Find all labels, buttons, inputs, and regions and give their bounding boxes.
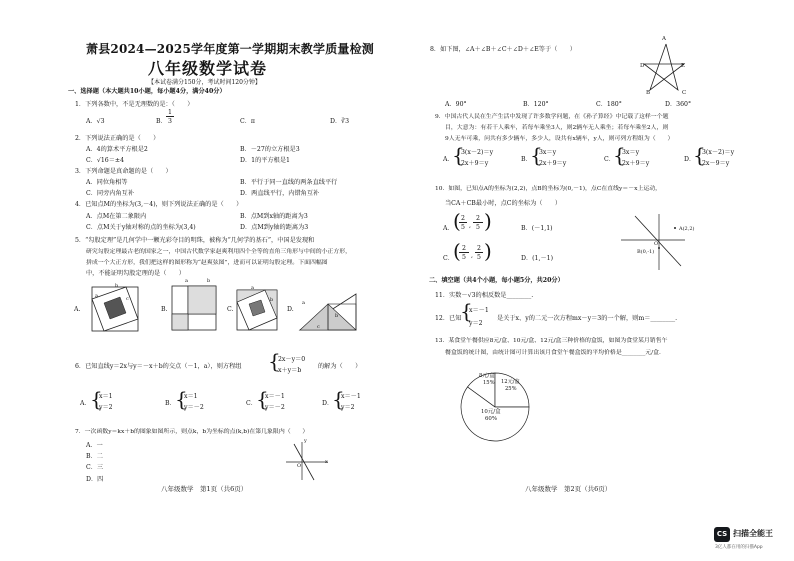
q4-option-b: B．点M到x轴的距离为3 — [240, 213, 308, 220]
q10-option-a-comma: , — [469, 222, 471, 229]
q6-system-brace: { — [268, 349, 281, 373]
q10-option-a-y-num: 2 — [473, 215, 483, 223]
q1-option-b-numerator: 1 — [166, 109, 174, 117]
exam-note: 【本试卷满分150分，考试时间120分钟】 — [148, 79, 261, 86]
exam-title: 萧县2024—2025学年度第一学期期末教学质量检测 — [86, 42, 374, 56]
q1-stem: 1．下列各数中，不是无理数的是：（ ） — [75, 101, 194, 108]
q6-option-c-brace: { — [256, 387, 269, 411]
q5-line-3: 拼成一个大正方形，我们把这样的图形称为“赵爽弦图”，进而可以证明勾股定理。下面四幅图 — [86, 260, 328, 266]
q9-option-c-label: C． — [604, 156, 615, 163]
q9-line-3: 9人无车可乘，问共有多少辆车，多少人，设共有x辆车，y人，则可列方程组为（ ） — [445, 136, 674, 142]
q6-option-a-brace: { — [90, 387, 103, 411]
exam-subtitle: 八年级数学试卷 — [148, 59, 268, 78]
q11-stem: 11．实数－√3的相反数是________. — [435, 292, 534, 299]
q8-label-a: A — [662, 36, 666, 42]
q10-option-b: B．(－1,1) — [521, 225, 553, 232]
q10-option-c-paren-open: ( — [453, 239, 461, 263]
q8-star-figure — [640, 42, 700, 96]
q3-option-c: C．同旁内角互补 — [86, 190, 135, 197]
q5-option-b-label: B. — [161, 306, 168, 313]
q10-option-c-y-num: 2 — [475, 245, 483, 253]
q6-stem-b: 的解为（ ） — [318, 363, 362, 370]
q7-axis-x: x — [325, 459, 328, 465]
q5-fig-a-letter-c: c — [126, 296, 129, 302]
q10-option-a-y-den: 5 — [476, 224, 480, 231]
pie-label-10: 10元/盒 — [481, 409, 501, 415]
q9-option-d-brace: { — [693, 143, 706, 167]
q6-option-a-eq1: x＝1 — [99, 393, 113, 400]
q8-option-a: A．90° — [445, 101, 467, 108]
q6-option-d-eq2: y＝2 — [341, 404, 355, 411]
q10-option-a-paren-close: ) — [484, 209, 492, 233]
q12-stem-a: 12．已知 — [435, 315, 462, 322]
q8-option-c: C．180° — [596, 101, 622, 108]
q6-option-d-eq1: x＝－1 — [341, 393, 361, 400]
q6-option-a-eq2: y＝2 — [99, 404, 113, 411]
q9-option-a-eq1: 3(x－2)＝y — [461, 149, 494, 156]
q1-option-b-denominator: 3 — [168, 118, 172, 125]
pie-label-12: 12元/盒 — [501, 379, 520, 385]
pie-label-8: 8元/盒 — [479, 373, 495, 379]
pie-pct-8: 15% — [483, 380, 495, 386]
q4-option-a: A．点M在第二象限内 — [86, 213, 147, 220]
q9-option-c-brace: { — [613, 143, 626, 167]
q6-option-b-eq1: x＝1 — [184, 393, 198, 400]
q1-option-a: A．√3 — [86, 118, 105, 125]
watermark-name: 扫描全能王 — [733, 529, 773, 538]
q7-option-b: B．二 — [86, 453, 103, 460]
q7-option-c: C．三 — [86, 464, 104, 471]
q5-fig-b-letter-b: b — [207, 278, 211, 284]
q9-line-1: 9．中国古代人民在生产生活中发现了许多数学问题，在《孙子算经》中记载了这样一个题 — [435, 114, 669, 120]
q6-option-b-eq2: y＝－2 — [184, 404, 204, 411]
q10-option-c-x-den: 5 — [462, 254, 466, 261]
q9-option-c-eq1: 3x＝y — [622, 149, 640, 156]
q10-option-c-y-den: 5 — [477, 254, 481, 261]
q4-option-c: C．点M关于y轴对称的点的坐标为(3,4) — [86, 224, 196, 231]
q10-option-a-paren-open: ( — [453, 209, 461, 233]
section-1-heading: 一、选择题（本大题共10小题，每小题4分，满分40分） — [68, 88, 226, 95]
q3-stem: 3．下列命题是真命题的是（ ） — [75, 168, 172, 175]
q10-fig-label-a: A(2,2) — [679, 226, 695, 232]
q5-fig-c-letter-a: a — [251, 285, 254, 291]
q9-option-c-eq2: 2x＋9＝y — [622, 160, 650, 167]
right-footer: 八年级数学 第2页（共6页） — [525, 485, 612, 493]
q8-option-d: D．360° — [665, 101, 692, 108]
q9-option-a-brace: { — [452, 143, 465, 167]
q2-option-d: D．1的平方根是1 — [240, 157, 290, 164]
q6-option-c-label: C． — [246, 400, 257, 407]
q8-stem: 8．如下图，∠A＋∠B＋∠C＋∠D＋∠E等于（ ） — [430, 46, 576, 53]
q8-option-b: B．120° — [523, 101, 549, 108]
watermark-tagline: 3亿人都在用的扫描App — [715, 545, 763, 550]
q5-option-d-label: D. — [287, 306, 294, 313]
q9-line-2: 目，大意为：有若干人乘车，若每车乘坐3人，则2辆车无人乘坐；若每车乘坐2人，则 — [445, 125, 669, 131]
q7-origin: O — [297, 463, 302, 469]
q5-fig-a-letter-a: a — [95, 293, 98, 299]
q4-option-d: D．点M到y轴的距离为3 — [240, 224, 309, 231]
q5-fig-b-letter-a: a — [185, 278, 188, 284]
q5-option-a-label: A. — [74, 306, 81, 313]
q5-figure-c — [234, 284, 282, 334]
q6-option-d-brace: { — [332, 387, 345, 411]
q8-label-d: D — [640, 63, 645, 69]
q8-label-b: B — [646, 90, 651, 96]
q7-graph — [284, 440, 330, 482]
q9-option-a-eq2: 2x＋9＝y — [461, 160, 489, 167]
q1-option-b-label: B． — [156, 118, 167, 125]
q10-option-c-paren-close: ) — [484, 239, 492, 263]
pie-pct-10: 60% — [485, 416, 497, 422]
q9-option-d-label: D． — [684, 156, 696, 163]
q2-option-a: A．4的算术平方根是2 — [86, 146, 148, 153]
q5-figure-d — [298, 290, 362, 334]
q2-option-c: C．√16＝±4 — [86, 157, 125, 164]
q2-stem: 2．下列说法正确的是（ ） — [75, 135, 160, 142]
q9-option-d-eq1: 3(x－2)＝y — [702, 149, 735, 156]
q8-label-e: E — [681, 63, 686, 69]
q1-option-d: D．∛3 — [330, 118, 350, 125]
q5-line-2: 研究勾股定理最古老的国家之一，中国古代数学家赵爽利用四个全等的直角三角形与中间的小正方形， — [86, 249, 352, 255]
q10-stem-1: 10．如图，已知点A的坐标为(2,2)，点B的坐标为(0,－1)，点C在直线y＝－x上运动， — [435, 186, 661, 192]
q9-option-b-eq2: 2x＋9＝y — [539, 160, 567, 167]
q6-option-c-eq2: y＝－2 — [265, 404, 285, 411]
q10-option-c-label: C． — [443, 255, 454, 262]
q5-fig-d-letter-a: a — [302, 300, 305, 306]
q3-option-b: B．平行于同一直线的两条直线平行 — [240, 179, 338, 186]
q12-system-eq1: x＝－1 — [469, 307, 489, 314]
left-footer: 八年级数学 第1页（共6页） — [161, 485, 248, 493]
q5-fig-a-letter-b: b — [115, 283, 119, 289]
q1-option-c: C．π — [240, 118, 255, 125]
q5-line-1: 5．“勾股定理”是几何学中一颗光彩夺目的明珠，被称为“几何学的基石”，中国是发现和 — [75, 237, 315, 244]
q6-option-b-brace: { — [175, 387, 188, 411]
q3-option-d: D．两直线平行，内错角互补 — [240, 190, 320, 197]
q6-stem-a: 6．已知直线y＝2x与y＝－x＋b的交点（－1，a），则方程组 — [75, 363, 242, 370]
q10-stem-2: 当CA＋CB最小时，点C的坐标为（ ） — [445, 200, 562, 207]
q10-option-a-x-num: 2 — [459, 215, 467, 223]
q2-option-b: B．－27的立方根是3 — [240, 146, 300, 153]
q8-label-c: C — [682, 90, 687, 96]
q5-line-4: 中，不能证明勾股定理的是（ ） — [86, 270, 185, 277]
q5-option-c-label: C. — [227, 306, 234, 313]
q12-system-brace: { — [460, 299, 473, 323]
q6-option-b-label: B． — [165, 400, 176, 407]
right-page — [397, 0, 794, 561]
q6-option-c-eq1: x＝－1 — [265, 393, 285, 400]
q10-option-c-x-num: 2 — [459, 245, 469, 253]
q9-option-b-brace: { — [530, 143, 543, 167]
q7-stem: 7．一次函数y＝kx＋b的图象如图所示，则点k，b为坐标的点(k,b)在第几象限内（ ） — [75, 429, 309, 435]
q10-option-d: D．(1,－1) — [521, 255, 554, 262]
q9-option-a-label: A． — [443, 156, 454, 163]
q7-option-a: A．一 — [86, 442, 103, 449]
q9-option-d-eq2: 2x－9＝y — [702, 160, 730, 167]
q13-line-1: 13．某食堂午餐供应8元/盒、10元/盒、12元/盒三种价格的盒饭，如图为食堂某月销售午 — [435, 338, 668, 344]
q6-option-d-label: D． — [322, 400, 334, 407]
q13-line-2: 餐盒饭的统计图，由统计图可计算出该月食堂午餐盒饭的平均价格是________元/盒. — [445, 350, 661, 356]
q10-fig-label-b: B(0,-1) — [637, 249, 655, 255]
q10-graph — [619, 212, 687, 272]
camscanner-logo-icon: CS — [714, 527, 730, 542]
q10-option-c-comma: , — [471, 252, 473, 259]
q6-system-eq1: 2x－y＝0 — [278, 356, 306, 363]
q5-fig-d-letter-b: b — [335, 313, 339, 319]
q4-stem: 4．已知点M的坐标为(3,－4)，则下列说法正确的是（ ） — [75, 201, 243, 208]
section-2-heading: 二、填空题（共4个小题，每小题5分，共20分） — [429, 277, 564, 284]
pie-pct-12: 25% — [505, 386, 517, 392]
q6-option-a-label: A． — [80, 400, 91, 407]
q10-option-a-label: A． — [443, 225, 454, 232]
q5-fig-c-letter-b: b — [270, 297, 274, 303]
q10-fig-origin: O — [654, 241, 659, 247]
q5-figure-a — [86, 283, 146, 337]
q5-figure-b — [170, 284, 220, 334]
q7-axis-y: y — [304, 438, 307, 444]
q12-stem-b: 是关于x、y的二元一次方程mx－y＝3的一个解，则m＝________. — [497, 315, 678, 322]
q6-system-eq2: x＋y＝b — [278, 367, 302, 374]
q9-option-b-label: B． — [521, 156, 532, 163]
q9-option-b-eq1: 3x＝y — [539, 149, 557, 156]
q5-fig-d-letter-c: c — [317, 324, 320, 330]
q7-option-d: D．四 — [86, 476, 104, 483]
q12-system-eq2: y＝2 — [469, 320, 483, 327]
q10-option-a-x-den: 5 — [461, 224, 465, 231]
q3-option-a: A．同位角相等 — [86, 179, 128, 186]
